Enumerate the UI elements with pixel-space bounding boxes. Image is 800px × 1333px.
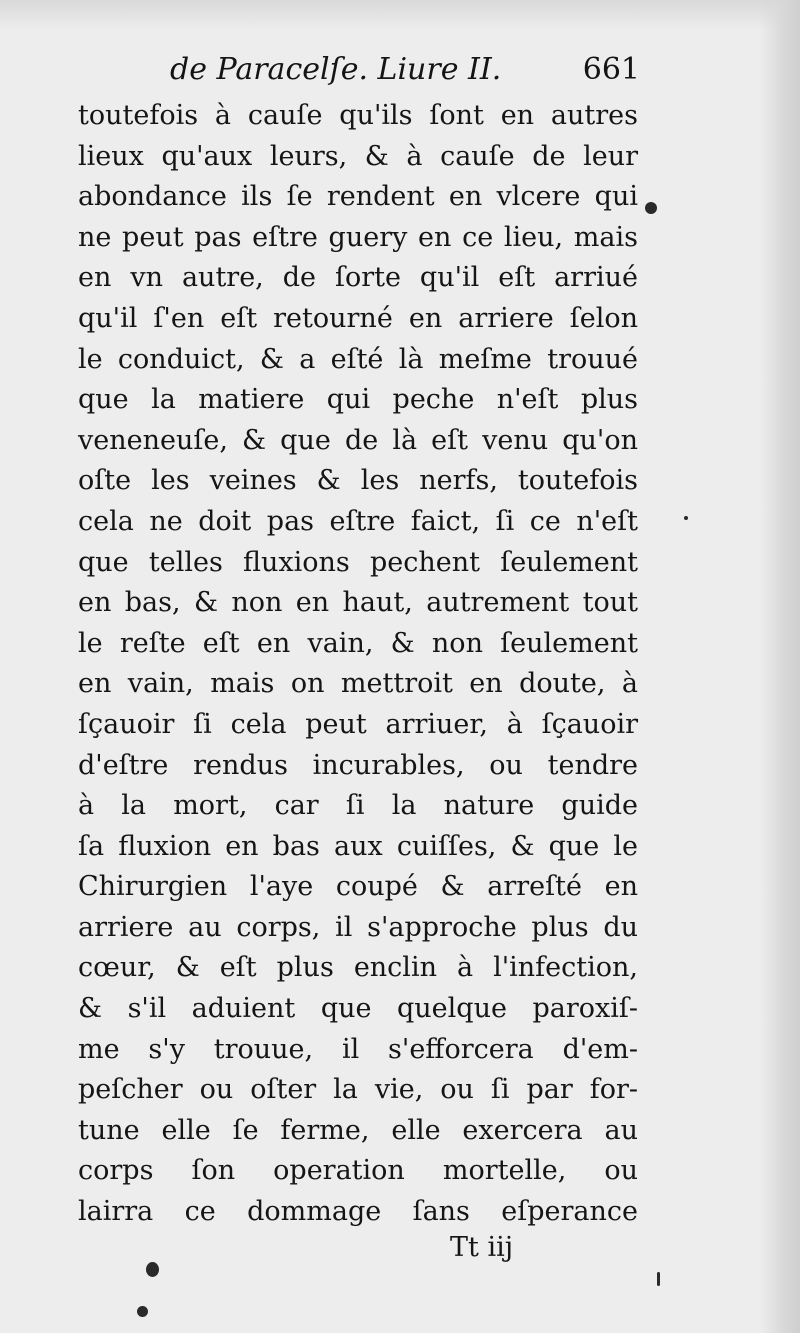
page-right-shadow — [760, 0, 800, 1333]
text-line: oſte les veines & les nerfs, toutefois — [78, 465, 638, 497]
text-line: qu'il ſ'en eſt retourné en arriere ſelon — [78, 302, 638, 334]
text-line: en bas, & non en haut, autrement tout — [78, 587, 638, 619]
running-head-title: de Paracelſe. Liure II. — [170, 52, 502, 87]
text-line: ne peut pas eſtre guery en ce lieu, mais — [78, 221, 638, 253]
text-line: lieux qu'aux leurs, & à cauſe de leur — [78, 140, 638, 172]
text-line: corps ſon operation mortelle, ou — [78, 1155, 638, 1187]
text-line: & s'il aduient que quelque paroxiſ- — [78, 993, 638, 1025]
ink-speck — [137, 1306, 148, 1317]
body-text — [78, 96, 638, 1233]
text-line: cœur, & eſt plus enclin à l'infection, — [78, 952, 638, 984]
text-line: à la mort, car ſi la nature guide — [78, 790, 638, 822]
ink-speck — [645, 202, 657, 214]
text-line: cela ne doit pas eſtre faict, ſi ce n'eſt — [78, 505, 638, 537]
text-line: arriere au corps, il s'approche plus du — [78, 911, 638, 943]
page-top-shadow — [0, 0, 800, 30]
text-line: abondance ils ſe rendent en vlcere qui — [78, 181, 638, 213]
text-line: que la matiere qui peche n'eſt plus — [78, 384, 638, 416]
text-line: tune elle ſe ferme, elle exercera au — [78, 1114, 638, 1146]
signature-mark: Tt iij — [450, 1232, 514, 1263]
text-line: veneneuſe, & que de là eſt venu qu'on — [78, 424, 638, 456]
text-line: ſa fluxion en bas aux cuiſſes, & que le — [78, 830, 638, 862]
text-line: toutefois à cauſe qu'ils ſont en autres — [78, 100, 638, 131]
text-line: Chirurgien l'aye coupé & arreſté en — [78, 871, 638, 903]
ink-speck — [146, 1262, 159, 1277]
text-line: me s'y trouue, il s'efforcera d'em- — [78, 1033, 638, 1065]
page-number: 661 — [582, 52, 640, 87]
text-line: d'eſtre rendus incurables, ou tendre — [78, 749, 638, 781]
ink-speck — [657, 1272, 660, 1286]
text-line: ſçauoir ſi cela peut arriuer, à ſçauoir — [78, 708, 638, 740]
running-head — [170, 52, 640, 96]
text-line: le conduict, & a eſté là meſme trouué — [78, 343, 638, 375]
text-line: le reſte eſt en vain, & non ſeulement — [78, 627, 638, 659]
text-line: lairra ce dommage ſans eſperance — [78, 1196, 638, 1228]
text-line: peſcher ou oſter la vie, ou ſi par for- — [78, 1074, 638, 1106]
text-line: en vain, mais on mettroit en doute, à — [78, 668, 638, 700]
text-line: que telles fluxions pechent ſeulement — [78, 546, 638, 578]
ink-speck — [684, 516, 688, 520]
text-line: en vn autre, de ſorte qu'il eſt arriué — [78, 262, 638, 294]
